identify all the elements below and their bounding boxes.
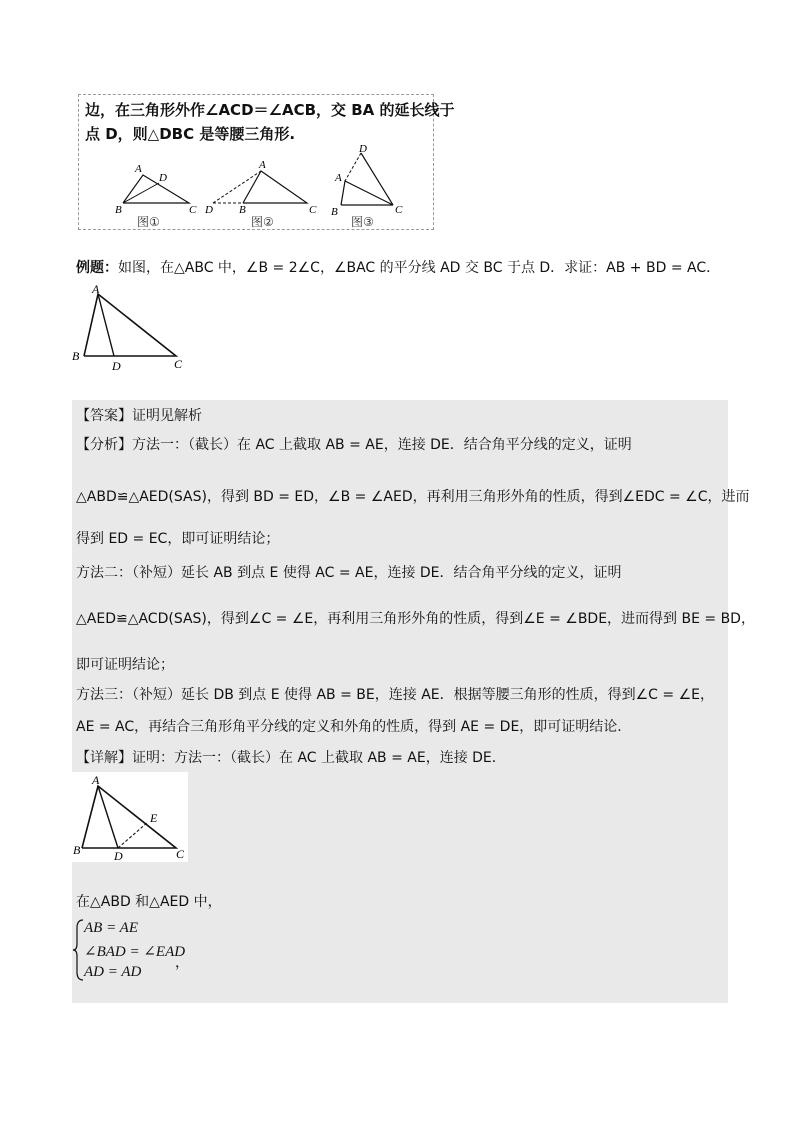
ex-label-C: C (174, 357, 183, 371)
example-line (76, 257, 720, 277)
system-eq-2: ∠BAD = ∠EAD (84, 944, 186, 960)
tip-line-2: 点 D，则△DBC 是等腰三角形. (85, 125, 296, 143)
fig1-label-D: D (159, 172, 167, 184)
analysis-line-6: 即可证明结论； (76, 657, 174, 673)
answer-line: 【答案】证明见解析 (76, 408, 202, 424)
example-heading: 例题： (76, 260, 118, 276)
tip-figure-1 (109, 157, 199, 215)
detail-line-1: 【详解】证明：方法一：（截长）在 AC 上截取 AB = AE，连接 DE． (76, 750, 506, 766)
example-text: 如图，在△ABC 中，∠B = 2∠C，∠BAC 的平分线 AD 交 BC 于点 D．求证：AB + BD = AC． (118, 260, 721, 276)
detail-label-D: D (114, 849, 123, 862)
detail-label-C: C (176, 847, 185, 861)
detail-label-E: E (150, 811, 158, 825)
analysis-line-3: 得到 ED = EC，即可证明结论； (76, 531, 280, 547)
analysis-line-1: 【分析】方法一：（截长）在 AC 上截取 AB = AE，连接 DE．结合角平分线的定义，证明 (76, 437, 632, 453)
tip-figure-3 (319, 145, 419, 217)
system-eq-1: AB = AE (84, 920, 139, 936)
ex-label-A: A (92, 282, 100, 296)
fig3-label-A: A (335, 172, 342, 184)
tip-box (78, 94, 455, 230)
detail-line-2: 在△ABD 和△AED 中， (76, 894, 222, 910)
fig3-label-C: C (395, 204, 403, 216)
tip-fig2-caption: 图② (251, 215, 274, 229)
tip-line-1: 边，在三角形外作∠ACD＝∠ACB，交 BA 的延长线于 (85, 101, 455, 119)
ex-label-D: D (112, 359, 121, 373)
system-eq-3: AD = AD (84, 964, 142, 980)
system-tail: ， (175, 955, 189, 971)
example-figure (70, 282, 190, 374)
tip-fig3-caption: 图③ (351, 215, 374, 229)
detail-label-B: B (73, 843, 81, 857)
tip-figure-2 (203, 157, 323, 215)
analysis-line-5: △AED≌△ACD(SAS)，得到∠C = ∠E，再利用三角形外角的性质，得到∠E = ∠BDE，进而得到 BE = BD， (76, 611, 755, 627)
analysis-line-7: 方法三：（补短）延长 DB 到点 E 使得 AB = BE，连接 AE．根据等腰三角形的性质，得到∠C = ∠E， (76, 687, 714, 703)
fig2-label-B: B (239, 204, 246, 215)
fig3-label-B: B (331, 206, 338, 217)
analysis-line-8: AE = AC，再结合三角形角平分线的定义和外角的性质，得到 AE = DE，即可证明结论. (76, 719, 622, 735)
fig1-label-A: A (135, 163, 142, 175)
ex-label-B: B (72, 349, 80, 363)
analysis-line-4: 方法二：（补短）延长 AB 到点 E 使得 AC = AE，连接 DE．结合角平分线的定义，证明 (76, 565, 622, 581)
fig1-label-B: B (115, 204, 122, 215)
tip-fig1-caption: 图① (137, 215, 160, 229)
detail-label-A: A (92, 773, 100, 787)
fig2-label-C: C (309, 204, 317, 215)
fig3-label-D: D (359, 145, 367, 155)
analysis-line-2: △ABD≌△AED(SAS)，得到 BD = ED，∠B = ∠AED，再利用三角形外角的性质，得到∠EDC = ∠C，进而 (76, 489, 750, 505)
fig2-label-D: D (205, 204, 213, 215)
fig1-label-C: C (189, 204, 197, 215)
detail-figure (72, 772, 188, 862)
fig2-label-A: A (259, 159, 266, 171)
